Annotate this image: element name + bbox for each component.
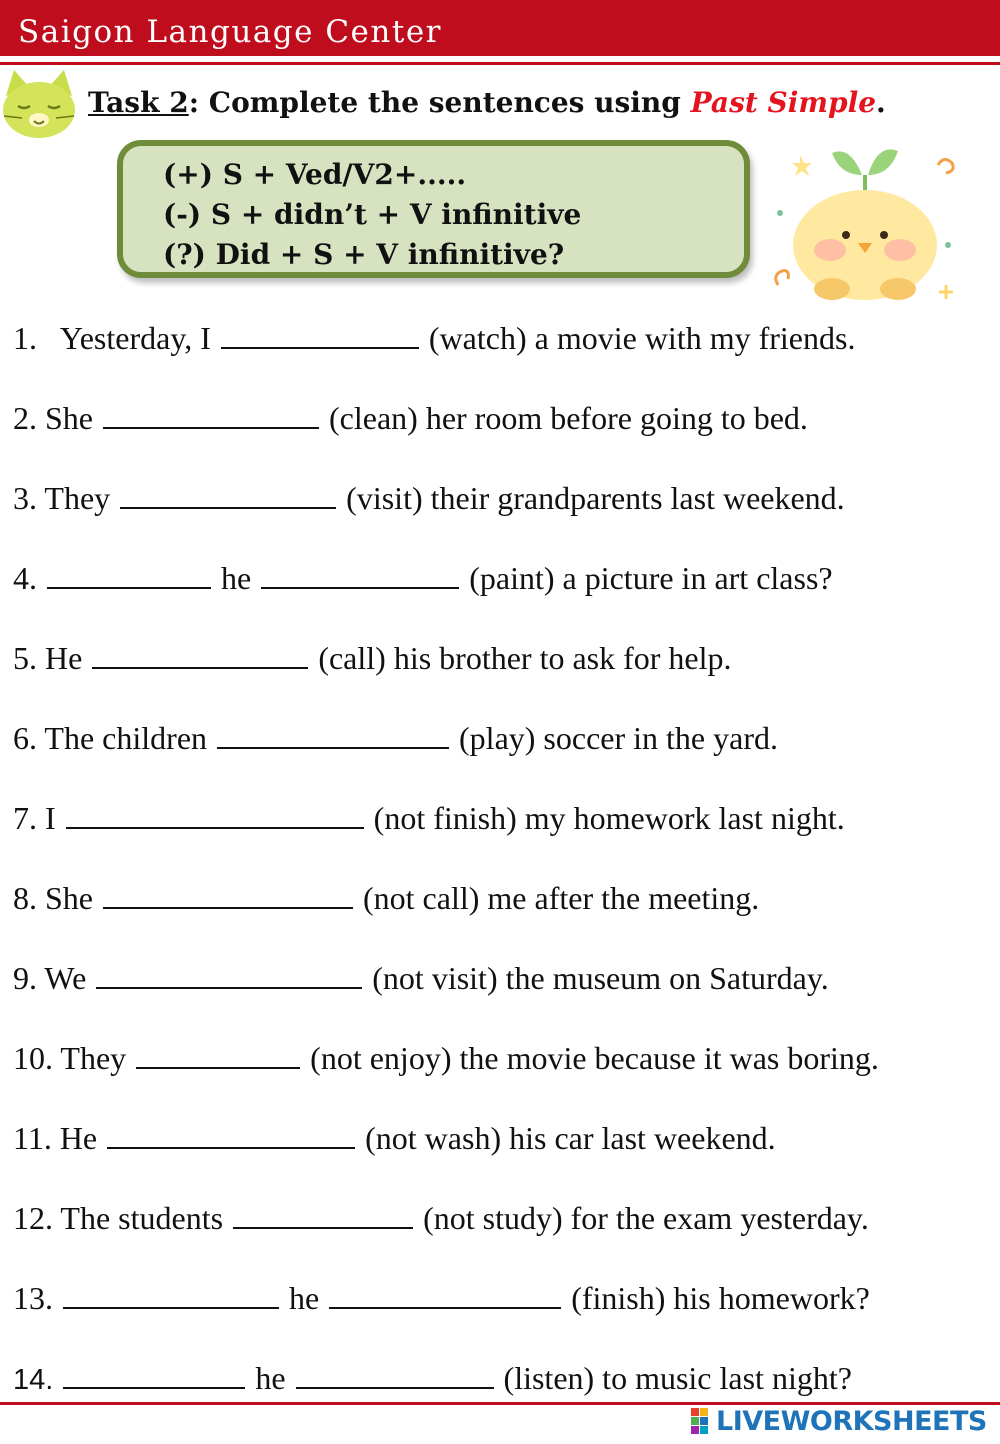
answer-blank[interactable] bbox=[107, 1125, 355, 1149]
answer-blank[interactable] bbox=[92, 645, 308, 669]
question-text: (not visit) the museum on Saturday. bbox=[372, 960, 829, 996]
task-heading bbox=[88, 86, 886, 119]
question-text: (not finish) my homework last night. bbox=[373, 800, 845, 836]
question-text: (listen) to music last night? bbox=[503, 1360, 852, 1396]
question-text: She bbox=[45, 880, 93, 916]
question-number: 13. bbox=[13, 1280, 53, 1316]
question-text: he bbox=[255, 1360, 286, 1396]
answer-blank[interactable] bbox=[96, 965, 362, 989]
answer-blank[interactable] bbox=[261, 565, 459, 589]
formula-negative: (-) S + didn’t + V infinitive bbox=[163, 198, 582, 231]
question-text: (watch) a movie with my friends. bbox=[428, 320, 856, 356]
header-title: Saigon Language Center bbox=[18, 14, 442, 50]
question-number: 7. bbox=[13, 800, 37, 836]
answer-blank[interactable] bbox=[136, 1045, 300, 1069]
question-number: 10. bbox=[13, 1040, 53, 1076]
question-text: (not enjoy) the movie because it was boring. bbox=[310, 1040, 879, 1076]
question-text: They bbox=[44, 480, 111, 516]
answer-blank[interactable] bbox=[233, 1205, 413, 1229]
question-text: (not wash) his car last weekend. bbox=[365, 1120, 776, 1156]
task-end: . bbox=[876, 86, 886, 119]
question-text: The children bbox=[44, 720, 208, 756]
question-8 bbox=[13, 880, 759, 917]
task-accent: Past Simple bbox=[690, 86, 877, 119]
question-text: (call) his brother to ask for help. bbox=[318, 640, 732, 676]
question-number: 8. bbox=[13, 880, 37, 916]
question-11 bbox=[13, 1120, 776, 1157]
header-bar bbox=[0, 0, 1000, 56]
formula-box bbox=[117, 140, 750, 278]
answer-blank[interactable] bbox=[120, 485, 336, 509]
question-2 bbox=[13, 400, 808, 437]
cat-face-icon bbox=[0, 66, 78, 144]
task-text: : Complete the sentences using bbox=[188, 86, 691, 119]
answer-blank[interactable] bbox=[221, 325, 419, 349]
question-1 bbox=[13, 320, 855, 357]
question-text: She bbox=[45, 400, 93, 436]
question-10 bbox=[13, 1040, 879, 1077]
question-number: 9. bbox=[13, 960, 37, 996]
question-number: 1. bbox=[13, 320, 37, 356]
question-number: 4. bbox=[13, 560, 37, 596]
question-number: 14. bbox=[13, 1364, 54, 1396]
question-text: (not call) me after the meeting. bbox=[363, 880, 760, 916]
answer-blank[interactable] bbox=[103, 885, 353, 909]
question-text: Yesterday, I bbox=[59, 320, 211, 356]
question-9 bbox=[13, 960, 829, 997]
footer-rule bbox=[0, 1402, 1000, 1405]
question-text: The students bbox=[60, 1200, 224, 1236]
question-6 bbox=[13, 720, 778, 757]
header-rule bbox=[0, 62, 1000, 65]
question-number: 6. bbox=[13, 720, 37, 756]
question-text: (finish) his homework? bbox=[571, 1280, 870, 1316]
question-text: (paint) a picture in art class? bbox=[469, 560, 833, 596]
answer-blank[interactable] bbox=[63, 1285, 279, 1309]
question-number: 11. bbox=[13, 1120, 52, 1156]
formula-positive: (+) S + Ved/V2+..... bbox=[163, 158, 467, 191]
question-text: (play) soccer in the yard. bbox=[459, 720, 778, 756]
question-number: 12. bbox=[13, 1200, 53, 1236]
liveworksheets-mark-icon bbox=[690, 1407, 718, 1437]
question-7 bbox=[13, 800, 845, 837]
answer-blank[interactable] bbox=[66, 805, 364, 829]
question-number: 5. bbox=[13, 640, 37, 676]
question-5 bbox=[13, 640, 732, 677]
task-label: Task 2 bbox=[88, 86, 189, 119]
question-text: (visit) their grandparents last weekend. bbox=[346, 480, 845, 516]
question-text: (not study) for the exam yesterday. bbox=[423, 1200, 869, 1236]
question-text: I bbox=[45, 800, 56, 836]
question-3 bbox=[13, 480, 845, 517]
question-text: he bbox=[289, 1280, 320, 1316]
question-4 bbox=[13, 560, 833, 597]
question-13 bbox=[13, 1280, 870, 1317]
chick-sprout-icon bbox=[770, 135, 965, 305]
question-12 bbox=[13, 1200, 869, 1237]
question-14 bbox=[13, 1360, 852, 1397]
question-number: 2. bbox=[13, 400, 37, 436]
answer-blank[interactable] bbox=[47, 565, 211, 589]
formula-question: (?) Did + S + V infinitive? bbox=[163, 238, 565, 271]
question-text: (clean) her room before going to bed. bbox=[329, 400, 808, 436]
answer-blank[interactable] bbox=[103, 405, 319, 429]
answer-blank[interactable] bbox=[63, 1365, 245, 1389]
question-number: 3. bbox=[13, 480, 37, 516]
question-text: He bbox=[59, 1120, 98, 1156]
answer-blank[interactable] bbox=[329, 1285, 561, 1309]
answer-blank[interactable] bbox=[217, 725, 449, 749]
answer-blank[interactable] bbox=[296, 1365, 494, 1389]
question-text: He bbox=[45, 640, 83, 676]
liveworksheets-text: LIVEWORKSHEETS bbox=[716, 1406, 987, 1437]
question-text: he bbox=[221, 560, 252, 596]
question-text: We bbox=[44, 960, 87, 996]
question-text: They bbox=[60, 1040, 127, 1076]
